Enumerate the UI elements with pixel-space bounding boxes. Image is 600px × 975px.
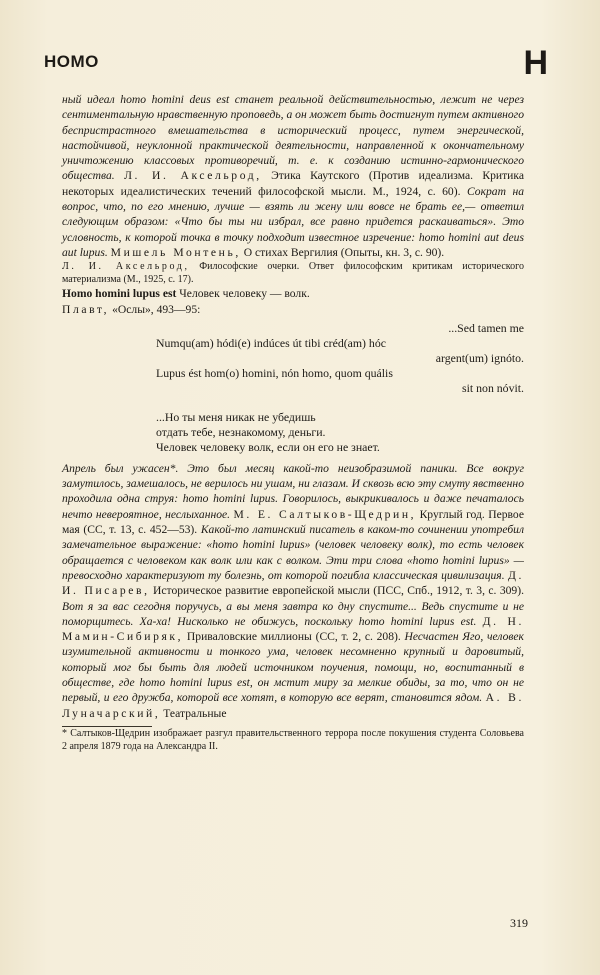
section-letter: H	[523, 44, 548, 82]
verse-line: отдать тебе, незнакомому, деньги.	[156, 424, 326, 439]
page-body	[62, 92, 524, 753]
citation: Философские очерки. Ответ философским критикам исторического материализма (М., 1925, с. 17).	[62, 261, 524, 286]
page-number: 319	[510, 916, 528, 930]
verse-line: Numqu(am) hódi(e) indúces út tibi créd(am) hóc	[156, 335, 386, 350]
latin-verse	[62, 321, 524, 396]
quote-text: ный идеал homo homini deus est станет реальной действительностью, лежит не через сентиментальную нравственную проповедь, а он может быть достигнут путем активного беспристрастного вмешательства в исторический процесс, путем энергической, настойчивой, неуклонной практической деятельности, направленной к окончательному уничтожению классовых противоречий, т. е. к созданию истинно-гармонического общества.	[62, 93, 524, 183]
quote-text: Вот я за вас сегодня поручусь, а вы меня завтра ко дну спустите... Ведь спустите и не поморщитесь. Ха-ха! Нисколько не обижусь, поскольку homo homini lupus est.	[62, 599, 524, 628]
author-name: А. В. Луначарский,	[62, 691, 524, 720]
citation: Этика Каутского (Против идеализма. Критика некоторых идеалистических течений философской мысли. М., 1924, с. 60).	[62, 169, 524, 198]
quote-text: Какой-то латинский писатель в каком-то сочинении употребил замечательное выражение: «homo homini lupus» (человек человеку волк), то есть человек обращается с человеком как волк или как с волком. Эти три слова «homo homini lupus» — превосходно характеризуют ту болезнь, от которой погибла классическая цивилизация.	[62, 523, 524, 582]
author-name: М. Е. Салтыков-Щедрин,	[233, 507, 417, 521]
footnote: * Салтыков-Щедрин изображает разгул правительственного террора после покушения студента Соловьева 2 апреля 1879 года на Александра II.	[62, 727, 524, 752]
running-head: HOMO	[44, 52, 99, 71]
author-name: Д. И. Писарев,	[62, 568, 525, 598]
author-name: Л. И. Аксельрод,	[62, 261, 190, 273]
lemma-translation: Человек человеку — волк.	[179, 287, 310, 301]
quote-text: Сократ на вопрос, что, по его мнению, лучше — взять ли жену или вовсе не брать ее,— ответил следующим образом: «Что бы ты ни избрал, все равно придется раскаиваться». Это условность, к которой точка в точку подходит известное изречение: homo homini aut deus aut lupus.	[62, 184, 524, 259]
russian-verse	[62, 410, 524, 455]
paragraph	[62, 92, 524, 260]
verse-line: ...Но ты меня никак не убедишь	[156, 409, 316, 424]
citation: Театральные	[163, 706, 227, 720]
citation: Приваловские миллионы (СС, т. 2, с. 208).	[186, 630, 401, 644]
verse-line: sit non nóvit.	[462, 380, 524, 395]
verse-line: argent(um) ignóto.	[435, 350, 524, 365]
quote-text: Апрель был ужасен*. Это был месяц какой-то неизобразимой паники. Все вокруг замутилось, замешалось, не верилось ни ушам, ни глазам. И сквозь всю эту смуту явственно проходила одна струя: homo homini lupus. Говорилось, выкрикивалось и даже печаталось нечто невероятное, неслыханное.	[62, 461, 524, 521]
lemma-latin: Homo homini lupus est	[62, 287, 177, 301]
citation: Круглый год. Первое мая (СС, т. 13, с. 452—53).	[62, 507, 525, 537]
citation: Историческое развитие европейской мысли (ПСС, Спб., 1912, т. 3, с. 309).	[153, 584, 524, 598]
paragraph	[62, 302, 524, 317]
author-name: Д. Н. Мамин-Сибиряк,	[62, 614, 524, 644]
author-name: Плавт,	[62, 302, 110, 316]
paragraph	[62, 461, 524, 721]
verse-line: ...Sed tamen me	[448, 320, 524, 335]
citation: «Ослы», 493—95:	[112, 302, 201, 316]
source-note	[62, 260, 524, 286]
citation: О стихах Вергилия (Опыты, кн. 3, с. 90).	[243, 245, 445, 259]
verse-line: Lupus ést hom(o) homini, nón homo, quom quális	[156, 365, 393, 380]
author-name: Мишель Монтень,	[110, 245, 241, 259]
verse-line: Человек человеку волк, если он его не знает.	[156, 439, 380, 454]
quote-text: Несчастен Яго, человек изумительной активности и тонкого ума, человек несомненно крупный и даровитый, который мог бы быть для людей источником поучения, помощи, но, воспитанный в обществе, где homo homini lupus est, он мстит миру за мелкие обиды, за то, что он не первый, и его дружба, которой все хотят, в которую все верят, становится ядом.	[62, 630, 524, 705]
entry-heading	[62, 286, 524, 301]
author-name: Л. И. Аксельрод,	[124, 169, 262, 183]
